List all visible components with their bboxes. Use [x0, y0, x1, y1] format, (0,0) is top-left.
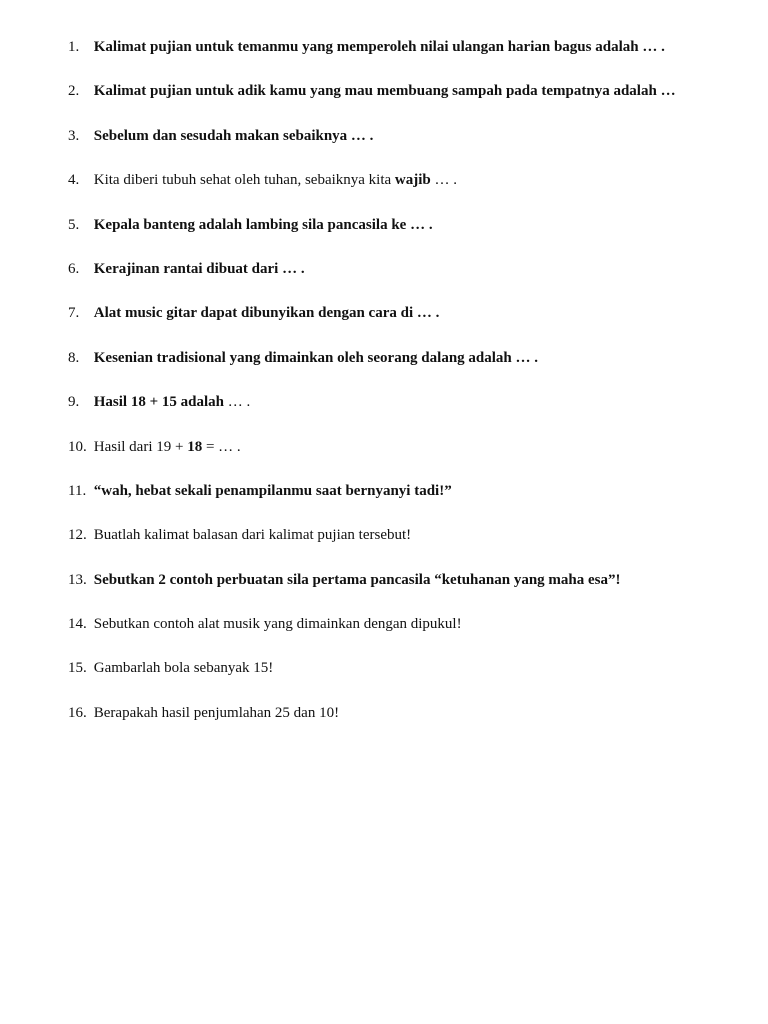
question-item	[68, 658, 758, 702]
question-text-emphasis: 18	[187, 438, 203, 455]
question-text: Berapakah hasil penjumlahan 25 dan 10!	[93, 704, 340, 721]
question-item	[68, 37, 758, 81]
question-number: 9.	[68, 394, 80, 411]
question-number: 13.	[68, 571, 87, 588]
question-number: 14.	[68, 616, 87, 633]
question-text: Hasil 18 + 15 adalah	[93, 394, 228, 411]
question-text: Sebutkan contoh alat musik yang dimainkan dengan dipukul!	[93, 616, 462, 633]
question-text: Buatlah kalimat balasan dari kalimat pujian tersebut!	[93, 527, 412, 544]
question-number: 10.	[68, 438, 87, 455]
question-item	[68, 215, 758, 259]
question-number: 6.	[68, 260, 80, 277]
question-text: Gambarlah bola sebanyak 15!	[93, 660, 274, 677]
question-number: 1.	[68, 39, 80, 55]
question-text: Kalimat pujian untuk adik kamu yang mau membuang sampah pada tempatnya adalah …	[93, 83, 676, 100]
question-number: 12.	[68, 527, 87, 544]
question-number: 16.	[68, 704, 87, 721]
question-number: 4.	[68, 172, 80, 189]
question-item	[68, 170, 758, 214]
question-number: 11.	[68, 482, 87, 499]
question-text: Kesenian tradisional yang dimainkan oleh seorang dalang adalah … .	[93, 349, 539, 366]
question-number: 2.	[68, 83, 80, 100]
question-text: Sebelum dan sesudah makan sebaiknya … .	[93, 127, 374, 144]
question-item	[68, 392, 758, 436]
question-item	[68, 570, 758, 614]
question-item	[68, 348, 758, 392]
question-number: 5.	[68, 216, 80, 233]
question-item	[68, 437, 758, 481]
question-text: Kepala banteng adalah lambing sila pancasila ke … .	[93, 216, 433, 233]
question-text: Kita diberi tubuh sehat oleh tuhan, sebaiknya kita	[93, 172, 395, 189]
question-number: 15.	[68, 660, 87, 677]
question-item	[68, 259, 758, 303]
question-item	[68, 614, 758, 658]
question-item	[68, 703, 758, 747]
question-text-emphasis: wajib	[394, 172, 431, 189]
question-text: Hasil dari 19 +	[93, 438, 188, 455]
question-text: = … .	[202, 438, 241, 455]
question-item	[68, 126, 758, 170]
question-number: 7.	[68, 305, 80, 322]
question-text: Sebutkan 2 contoh perbuatan sila pertama pancasila “ketuhanan yang maha esa”!	[93, 571, 621, 588]
question-text: “wah, hebat sekali penampilanmu saat bernyanyi tadi!”	[93, 482, 452, 499]
question-text: Alat music gitar dapat dibunyikan dengan cara di … .	[93, 305, 440, 322]
question-text: Kerajinan rantai dibuat dari … .	[93, 260, 305, 277]
question-item	[68, 525, 758, 569]
question-item	[68, 481, 758, 525]
question-text: … .	[430, 172, 458, 189]
question-number: 3.	[68, 127, 80, 144]
question-number: 8.	[68, 349, 80, 366]
question-text: … .	[227, 394, 251, 411]
question-item	[68, 303, 758, 347]
question-item	[68, 81, 758, 125]
question-list	[68, 37, 758, 747]
question-text: Kalimat pujian untuk temanmu yang memperoleh nilai ulangan harian bagus adalah … .	[93, 39, 665, 55]
